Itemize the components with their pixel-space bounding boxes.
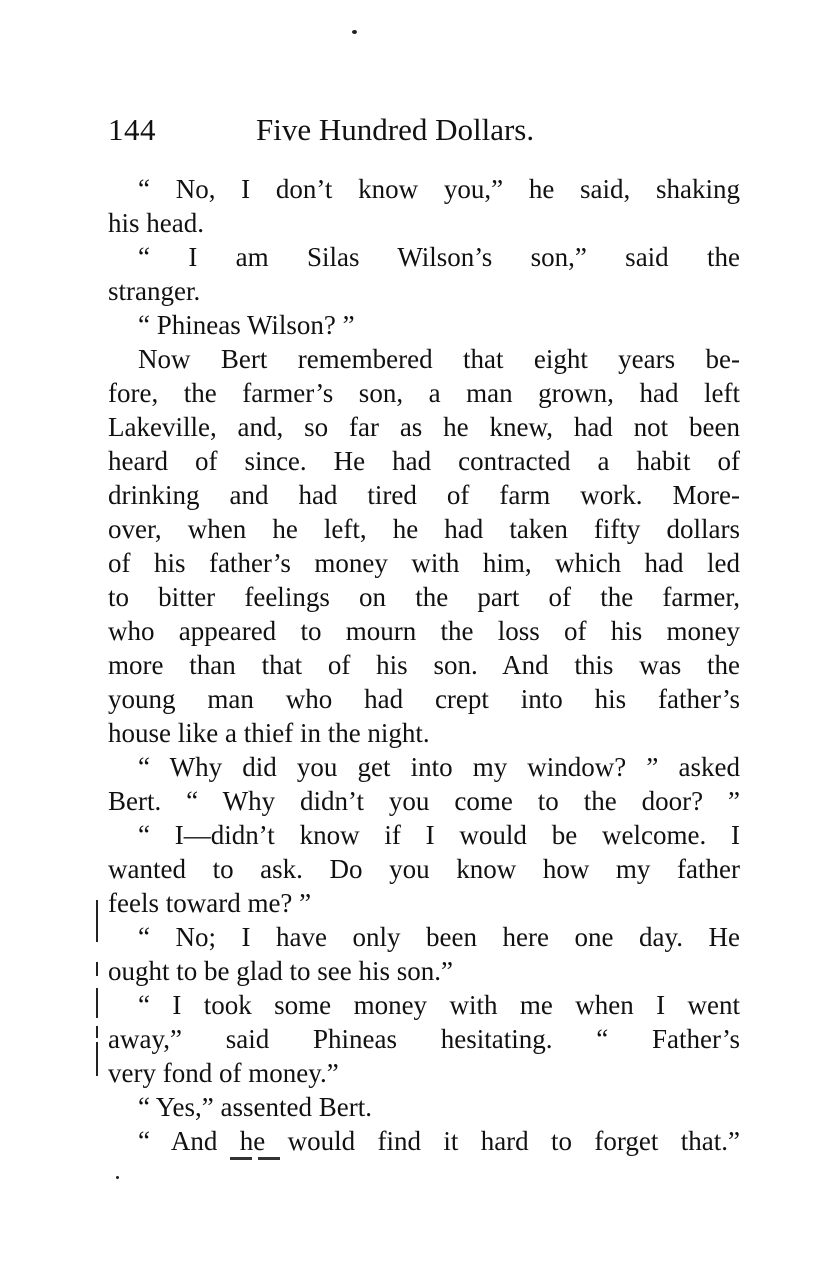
page-header <box>108 112 748 156</box>
text-line: “ I—didn’t know if I would be welcome. I <box>138 820 740 850</box>
text-line: “ Yes,” assented Bert. <box>138 1092 372 1122</box>
text-line: of his father’s money with him, which had led <box>108 548 740 578</box>
text-line: to bitter feelings on the part of the farmer, <box>108 582 740 612</box>
text-line: Bert. “ Why didn’t you come to the door? ” <box>108 786 740 816</box>
text-line: “ Phineas Wilson? ” <box>138 310 355 340</box>
margin-mark <box>96 1042 98 1076</box>
ink-speck <box>116 1176 119 1179</box>
text-line: feels toward me? ” <box>108 888 312 918</box>
text-line: fore, the farmer’s son, a man grown, had left <box>108 378 740 408</box>
text-line: wanted to ask. Do you know how my father <box>108 854 740 884</box>
text-line: drinking and had tired of farm work. More- <box>108 480 740 510</box>
margin-mark <box>96 962 98 976</box>
text-line: young man who had crept into his father’s <box>108 684 740 714</box>
text-line: more than that of his son. And this was the <box>108 650 740 680</box>
text-line: “ And he would find it hard to forget that.” <box>138 1126 740 1156</box>
text-line: Now Bert remembered that eight years be- <box>138 344 740 374</box>
text-line: “ I am Silas Wilson’s son,” said the <box>138 242 740 272</box>
text-line: his head. <box>108 208 204 238</box>
margin-mark <box>96 900 98 942</box>
running-title: Five Hundred Dollars. <box>256 112 535 147</box>
text-line: ought to be glad to see his son.” <box>108 956 453 986</box>
text-line: Lakeville, and, so far as he knew, had not been <box>108 412 740 442</box>
bottom-mark <box>258 1157 280 1160</box>
body-text <box>108 172 740 1158</box>
text-line: “ No, I don’t know you,” he said, shaking <box>138 174 740 204</box>
text-line: very fond of money.” <box>108 1058 339 1088</box>
text-line: stranger. <box>108 276 201 306</box>
text-line: away,” said Phineas hesitating. “ Father’s <box>108 1024 740 1054</box>
text-line: who appeared to mourn the loss of his money <box>108 616 740 646</box>
text-line: “ I took some money with me when I went <box>138 990 740 1020</box>
margin-mark <box>96 1026 98 1038</box>
text-line: house like a thief in the night. <box>108 718 430 748</box>
text-line: heard of since. He had contracted a habit of <box>108 446 740 476</box>
bottom-mark <box>230 1157 252 1160</box>
page-number: 144 <box>108 112 156 147</box>
text-line: “ Why did you get into my window? ” asked <box>138 752 740 782</box>
text-line: “ No; I have only been here one day. He <box>138 922 740 952</box>
margin-mark <box>96 988 98 1018</box>
ink-speck <box>352 30 357 34</box>
text-line: over, when he left, he had taken fifty dollars <box>108 514 740 544</box>
